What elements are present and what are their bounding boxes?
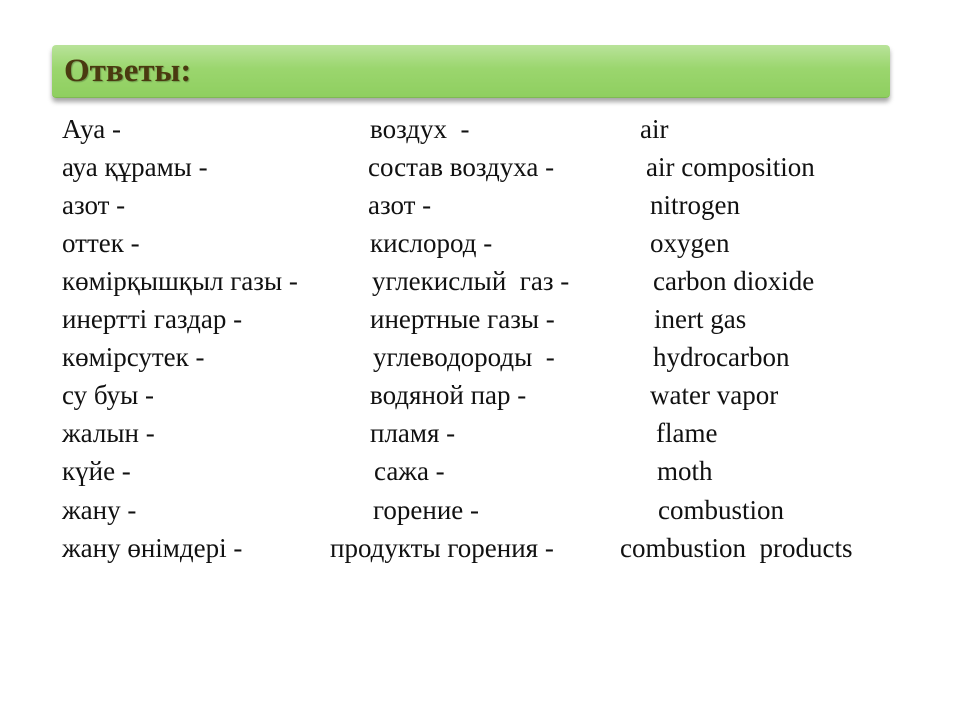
english-term: water vapor <box>650 380 779 410</box>
kazakh-term: су буы - <box>62 380 154 410</box>
english-term: combustion <box>658 495 784 525</box>
kazakh-term: инертті газдар - <box>62 304 243 334</box>
kazakh-term: азот - <box>62 190 126 220</box>
kazakh-term: жану - <box>62 495 137 525</box>
russian-term: сажа - <box>374 456 445 486</box>
russian-term: пламя - <box>370 418 456 448</box>
russian-term: состав воздуха - <box>368 152 555 182</box>
russian-term: продукты горения - <box>330 533 554 563</box>
russian-term: углеводороды - <box>373 342 555 372</box>
english-term: flame <box>656 418 718 448</box>
english-term: carbon dioxide <box>653 266 815 296</box>
english-term: moth <box>657 456 713 486</box>
russian-term: кислород - <box>370 228 493 258</box>
english-term: hydrocarbon <box>653 342 790 372</box>
russian-term: воздух - <box>370 114 470 144</box>
kazakh-term: көмірқышқыл газы - <box>62 266 298 296</box>
english-term: air composition <box>646 152 815 182</box>
kazakh-term: ауа құрамы - <box>62 152 208 182</box>
russian-term: углекислый газ - <box>372 266 570 296</box>
russian-term: инертные газы - <box>370 304 555 334</box>
kazakh-term: оттек - <box>62 228 140 258</box>
kazakh-term: жану өнімдері - <box>62 533 243 563</box>
page-title: Ответы: <box>64 53 192 89</box>
russian-term: водяной пар - <box>370 380 527 410</box>
kazakh-term: көмірсутек - <box>62 342 205 372</box>
kazakh-term: жалын - <box>62 418 155 448</box>
kazakh-term: Ауа - <box>62 114 122 144</box>
russian-term: горение - <box>373 495 480 525</box>
english-term: nitrogen <box>650 190 740 220</box>
english-term: inert gas <box>654 304 747 334</box>
english-term: oxygen <box>650 228 730 258</box>
kazakh-term: күйе - <box>62 456 131 486</box>
english-term: combustion products <box>620 533 853 563</box>
english-term: air <box>640 114 669 144</box>
russian-term: азот - <box>368 190 432 220</box>
